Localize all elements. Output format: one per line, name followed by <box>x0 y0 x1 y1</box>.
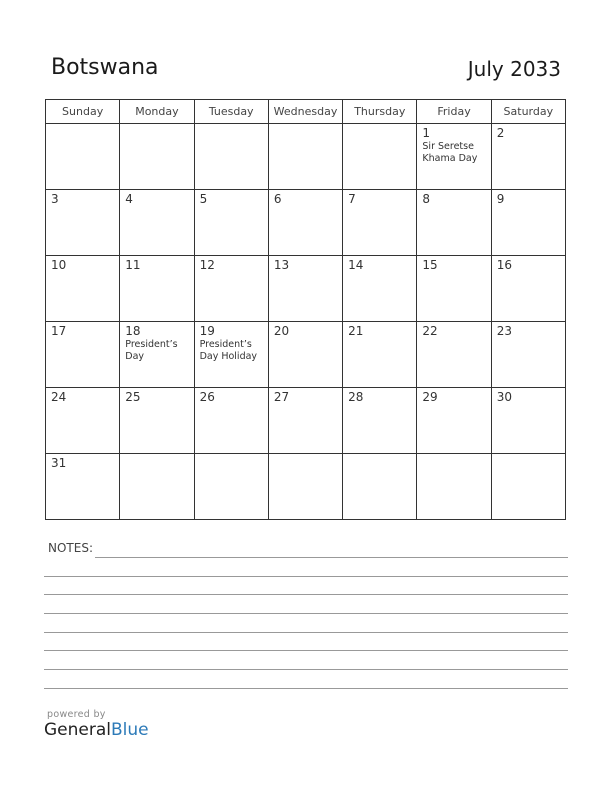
day-number: 8 <box>422 192 431 206</box>
day-cell <box>491 322 565 388</box>
day-cell <box>417 322 491 388</box>
weekday-friday: Friday <box>417 100 491 124</box>
day-number: 17 <box>51 324 67 338</box>
day-cell <box>268 454 342 520</box>
calendar-grid <box>45 99 566 520</box>
day-number: 4 <box>125 192 133 206</box>
weekday-wednesday: Wednesday <box>268 100 342 124</box>
day-cell <box>268 256 342 322</box>
day-cell <box>268 124 342 190</box>
day-cell <box>417 190 491 256</box>
day-number: 25 <box>125 390 141 404</box>
day-cell <box>46 124 120 190</box>
day-cell <box>417 388 491 454</box>
day-number: 9 <box>496 192 505 206</box>
day-cell <box>46 388 120 454</box>
day-number: 24 <box>51 390 67 404</box>
day-cell <box>343 256 417 322</box>
day-cell <box>268 322 342 388</box>
day-cell <box>491 190 565 256</box>
day-cell <box>343 322 417 388</box>
day-number: 2 <box>496 126 505 140</box>
notes-line <box>44 632 568 633</box>
holiday-label: Sir Seretse Khama Day <box>422 141 478 164</box>
day-number: 30 <box>496 390 512 404</box>
day-number: 12 <box>199 258 215 272</box>
weekday-saturday: Saturday <box>491 100 565 124</box>
day-cell <box>491 124 565 190</box>
week-row <box>46 388 566 454</box>
country-title: Botswana <box>51 55 159 80</box>
day-cell <box>194 322 268 388</box>
day-number: 19 <box>199 324 215 338</box>
month-year-title: July 2033 <box>467 57 561 81</box>
day-cell <box>491 454 565 520</box>
day-cell <box>120 322 194 388</box>
notes-line <box>44 688 568 689</box>
brand-name-blue: Blue <box>111 720 149 740</box>
day-cell <box>491 388 565 454</box>
day-number: 3 <box>51 192 59 206</box>
day-number: 15 <box>422 258 438 272</box>
weekday-thursday: Thursday <box>343 100 417 124</box>
day-number: 14 <box>348 258 364 272</box>
day-number: 27 <box>273 390 290 404</box>
week-row <box>46 256 566 322</box>
day-cell <box>194 256 268 322</box>
day-number: 22 <box>422 324 438 338</box>
day-cell <box>417 124 491 190</box>
day-number: 13 <box>273 258 290 272</box>
weekday-sunday: Sunday <box>46 100 120 124</box>
day-number: 6 <box>273 192 282 206</box>
day-number: 11 <box>125 258 141 272</box>
weekday-tuesday: Tuesday <box>194 100 268 124</box>
day-cell <box>343 190 417 256</box>
week-row <box>46 454 566 520</box>
day-number: 26 <box>199 390 215 404</box>
week-row <box>46 124 566 190</box>
holiday-label: President’s Day Holiday <box>199 339 258 362</box>
day-cell <box>194 454 268 520</box>
day-number: 1 <box>422 126 431 140</box>
day-number: 5 <box>199 192 208 206</box>
day-cell <box>417 454 491 520</box>
brand-logo[interactable] <box>44 720 149 740</box>
day-number: 7 <box>348 192 356 206</box>
holiday-label: President’s Day <box>125 339 178 362</box>
day-cell <box>343 388 417 454</box>
day-cell <box>268 388 342 454</box>
day-cell <box>194 388 268 454</box>
notes-line <box>44 594 568 595</box>
day-cell <box>46 454 120 520</box>
day-cell <box>343 124 417 190</box>
notes-line <box>44 613 568 614</box>
calendar-body <box>46 124 566 520</box>
day-cell <box>46 322 120 388</box>
day-cell <box>491 256 565 322</box>
day-cell <box>46 256 120 322</box>
powered-by-text: powered by <box>47 709 106 720</box>
notes-line <box>44 576 568 577</box>
day-cell <box>120 190 194 256</box>
notes-line <box>44 669 568 670</box>
day-cell <box>194 190 268 256</box>
notes-line <box>44 650 568 651</box>
day-cell <box>120 124 194 190</box>
day-cell <box>46 190 120 256</box>
day-number: 31 <box>51 456 67 470</box>
day-cell <box>343 454 417 520</box>
day-cell <box>120 388 194 454</box>
weekday-header-row <box>46 100 566 124</box>
week-row <box>46 322 566 388</box>
day-number: 18 <box>125 324 141 338</box>
day-number: 29 <box>422 390 438 404</box>
day-number: 21 <box>348 324 364 338</box>
day-cell <box>417 256 491 322</box>
day-cell <box>194 124 268 190</box>
notes-line <box>95 557 568 558</box>
day-number: 10 <box>51 258 67 272</box>
day-number: 20 <box>273 324 290 338</box>
day-number: 16 <box>496 258 512 272</box>
weekday-monday: Monday <box>120 100 194 124</box>
notes-label: NOTES: <box>48 541 93 555</box>
day-number: 28 <box>348 390 364 404</box>
brand-name-general: General <box>44 720 111 740</box>
day-cell <box>120 256 194 322</box>
week-row <box>46 190 566 256</box>
day-number: 23 <box>496 324 512 338</box>
day-cell <box>268 190 342 256</box>
day-cell <box>120 454 194 520</box>
